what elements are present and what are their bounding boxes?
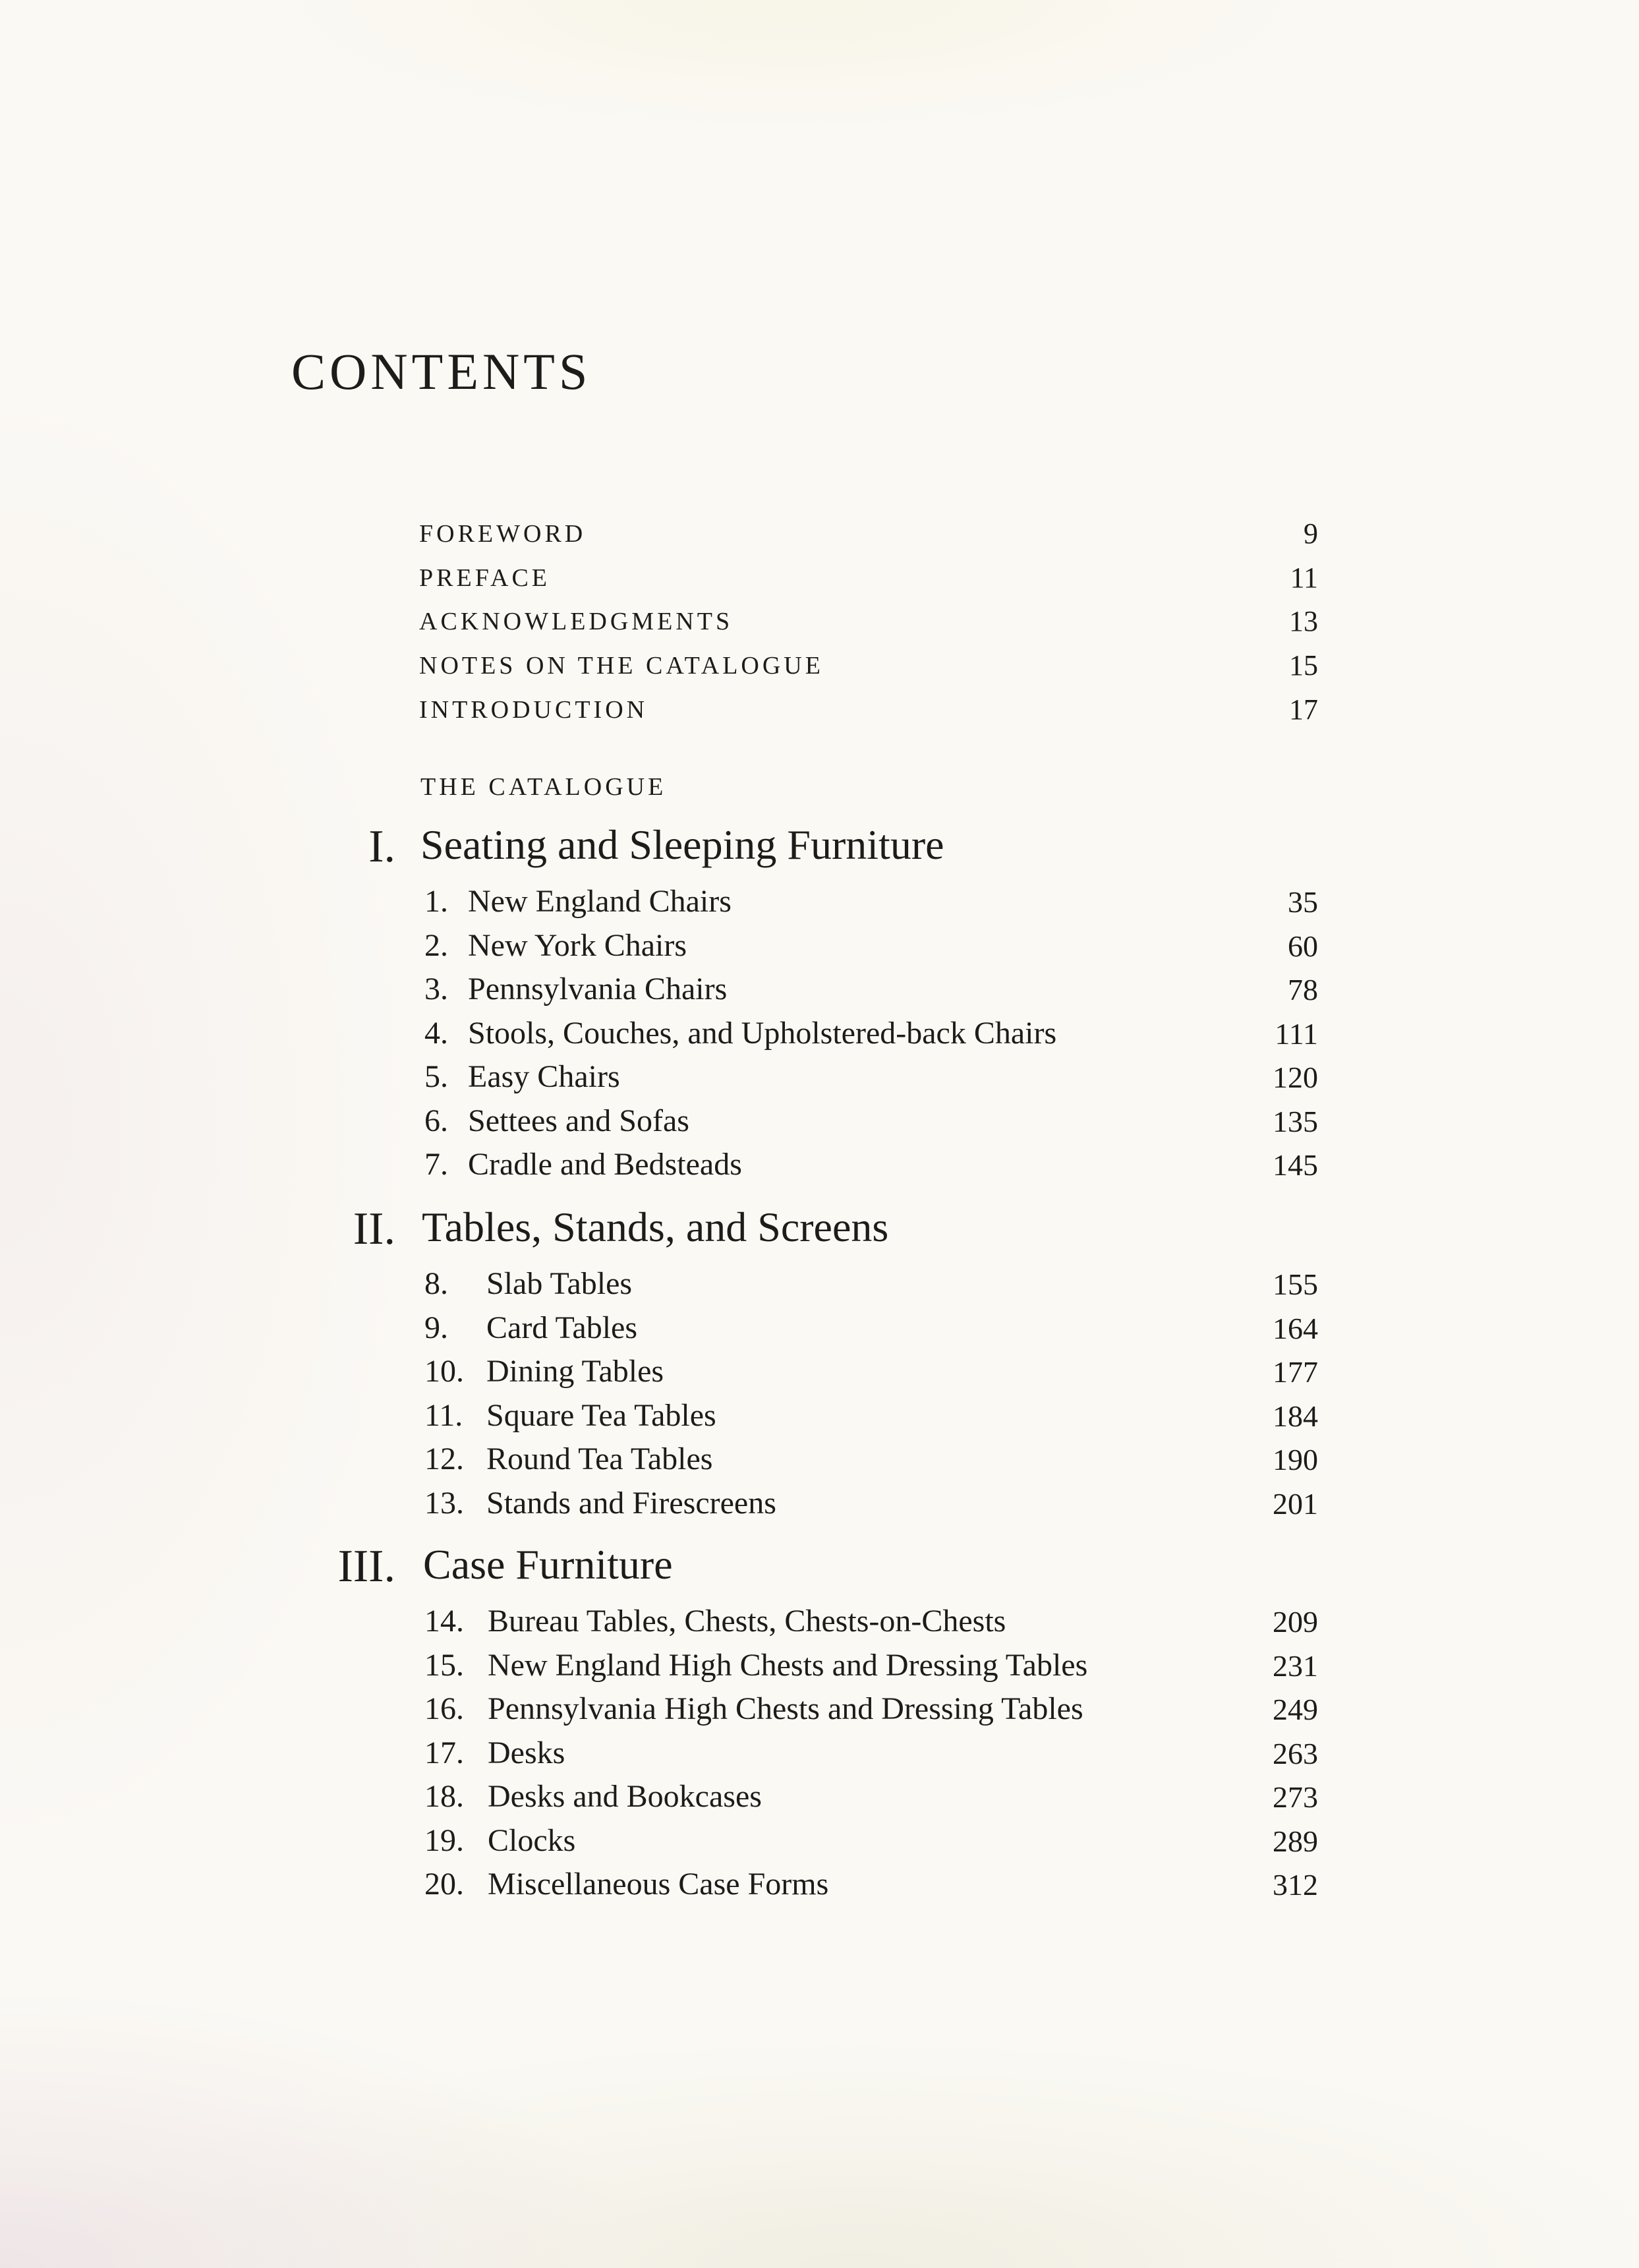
chapter-page: 145 — [1273, 1148, 1318, 1182]
front-matter-list — [419, 514, 1318, 734]
chapter-page: 120 — [1273, 1061, 1318, 1094]
chapter-row — [424, 1310, 1318, 1353]
chapter-title: Desks and Bookcases — [488, 1779, 762, 1814]
chapter-page: 78 — [1288, 973, 1318, 1006]
part-title: Seating and Sleeping Furniture — [420, 821, 944, 868]
chapter-page: 177 — [1273, 1355, 1318, 1389]
chapter-title: Card Tables — [486, 1310, 638, 1345]
chapter-number: 15. — [424, 1647, 464, 1683]
chapter-page: 35 — [1288, 885, 1318, 919]
front-matter-item — [419, 646, 1318, 690]
chapter-page: 135 — [1273, 1104, 1318, 1138]
chapter-row — [424, 1778, 1318, 1822]
chapter-row — [424, 1866, 1318, 1909]
front-matter-page: 15 — [1289, 649, 1318, 682]
front-matter-page: 17 — [1289, 693, 1318, 726]
chapter-row — [424, 1603, 1318, 1646]
part-numeral: II. — [353, 1204, 395, 1254]
chapter-title: New England Chairs — [468, 884, 732, 919]
chapter-page: 273 — [1273, 1780, 1318, 1814]
chapter-row — [424, 1015, 1318, 1059]
chapter-number: 1. — [424, 884, 448, 919]
chapter-number: 8. — [424, 1266, 448, 1301]
front-matter-item — [419, 602, 1318, 646]
chapter-title: Round Tea Tables — [486, 1441, 713, 1476]
chapter-row — [424, 1441, 1318, 1484]
chapter-title: Stands and Firescreens — [486, 1485, 776, 1521]
chapter-page: 263 — [1273, 1736, 1318, 1770]
front-matter-item — [419, 690, 1318, 734]
part-title: Tables, Stands, and Screens — [422, 1204, 889, 1250]
part-title: Case Furniture — [423, 1541, 673, 1588]
chapter-number: 11. — [424, 1397, 463, 1433]
part-numeral: I. — [368, 821, 395, 872]
front-matter-label: FOREWORD — [419, 520, 587, 548]
chapter-row — [424, 1146, 1318, 1190]
chapter-row — [424, 1353, 1318, 1397]
front-matter-page: 13 — [1289, 605, 1318, 638]
front-matter-label: PREFACE — [419, 564, 551, 592]
chapter-row — [424, 927, 1318, 971]
chapter-title: Slab Tables — [486, 1266, 633, 1301]
chapter-row — [424, 1265, 1318, 1309]
chapter-page: 111 — [1275, 1016, 1318, 1051]
chapter-number: 17. — [424, 1735, 464, 1770]
part-numeral: III. — [337, 1541, 395, 1592]
chapter-page: 312 — [1273, 1868, 1318, 1902]
chapter-number: 19. — [424, 1822, 464, 1858]
chapter-title: Stools, Couches, and Upholstered-back Chairs — [468, 1015, 1057, 1051]
chapter-number: 12. — [424, 1441, 464, 1476]
front-matter-page: 9 — [1304, 517, 1318, 550]
chapter-row — [424, 883, 1318, 927]
chapter-row — [424, 1691, 1318, 1734]
front-matter-page: 11 — [1290, 561, 1318, 594]
chapter-title: Dining Tables — [486, 1354, 664, 1389]
chapter-row — [424, 1485, 1318, 1528]
front-matter-label: NOTES ON THE CATALOGUE — [419, 652, 824, 680]
chapter-page: 231 — [1273, 1648, 1318, 1683]
catalogue-label: THE CATALOGUE — [420, 773, 667, 801]
chapter-row — [424, 1735, 1318, 1778]
chapter-page: 201 — [1273, 1486, 1318, 1521]
chapter-title: Miscellaneous Case Forms — [488, 1867, 829, 1902]
front-matter-label: INTRODUCTION — [419, 695, 648, 724]
chapter-page: 190 — [1273, 1443, 1318, 1476]
chapter-row — [424, 971, 1318, 1014]
chapter-page: 289 — [1273, 1824, 1318, 1858]
chapter-number: 20. — [424, 1867, 464, 1902]
chapter-number: 7. — [424, 1147, 448, 1182]
chapter-number: 13. — [424, 1485, 464, 1521]
chapter-number: 6. — [424, 1103, 448, 1138]
chapter-title: Settees and Sofas — [468, 1103, 689, 1138]
chapter-title: New England High Chests and Dressing Tables — [488, 1647, 1088, 1683]
chapter-row — [424, 1397, 1318, 1441]
chapter-title: Easy Chairs — [468, 1059, 620, 1094]
chapter-title: New York Chairs — [468, 927, 687, 963]
chapter-title: Clocks — [488, 1822, 576, 1858]
chapter-row — [424, 1647, 1318, 1691]
front-matter-label: ACKNOWLEDGMENTS — [419, 608, 733, 636]
chapter-page: 249 — [1273, 1693, 1318, 1726]
chapter-title: Desks — [488, 1735, 565, 1770]
chapter-title: Cradle and Bedsteads — [468, 1147, 742, 1182]
chapter-row — [424, 1822, 1318, 1866]
front-matter-item — [419, 514, 1318, 558]
chapter-title: Bureau Tables, Chests, Chests-on-Chests — [488, 1604, 1006, 1639]
chapter-title: Pennsylvania High Chests and Dressing Tables — [488, 1691, 1083, 1726]
chapter-page: 60 — [1288, 929, 1318, 963]
chapter-number: 2. — [424, 927, 448, 963]
chapter-page: 209 — [1273, 1605, 1318, 1639]
chapter-title: Pennsylvania Chairs — [468, 972, 728, 1006]
chapter-page: 155 — [1273, 1267, 1318, 1301]
chapter-number: 10. — [424, 1354, 464, 1389]
chapter-row — [424, 1103, 1318, 1146]
chapter-number: 16. — [424, 1691, 464, 1726]
chapter-page: 184 — [1273, 1399, 1318, 1433]
chapter-row — [424, 1059, 1318, 1102]
front-matter-item — [419, 558, 1318, 602]
chapter-number: 5. — [424, 1059, 448, 1094]
chapter-number: 14. — [424, 1604, 464, 1639]
chapter-number: 3. — [424, 972, 448, 1006]
chapter-title: Square Tea Tables — [486, 1397, 716, 1433]
chapter-page: 164 — [1273, 1311, 1318, 1345]
chapter-number: 18. — [424, 1779, 464, 1814]
chapter-number: 4. — [424, 1015, 448, 1051]
page-title: CONTENTS — [291, 343, 592, 400]
chapter-number: 9. — [424, 1310, 448, 1345]
